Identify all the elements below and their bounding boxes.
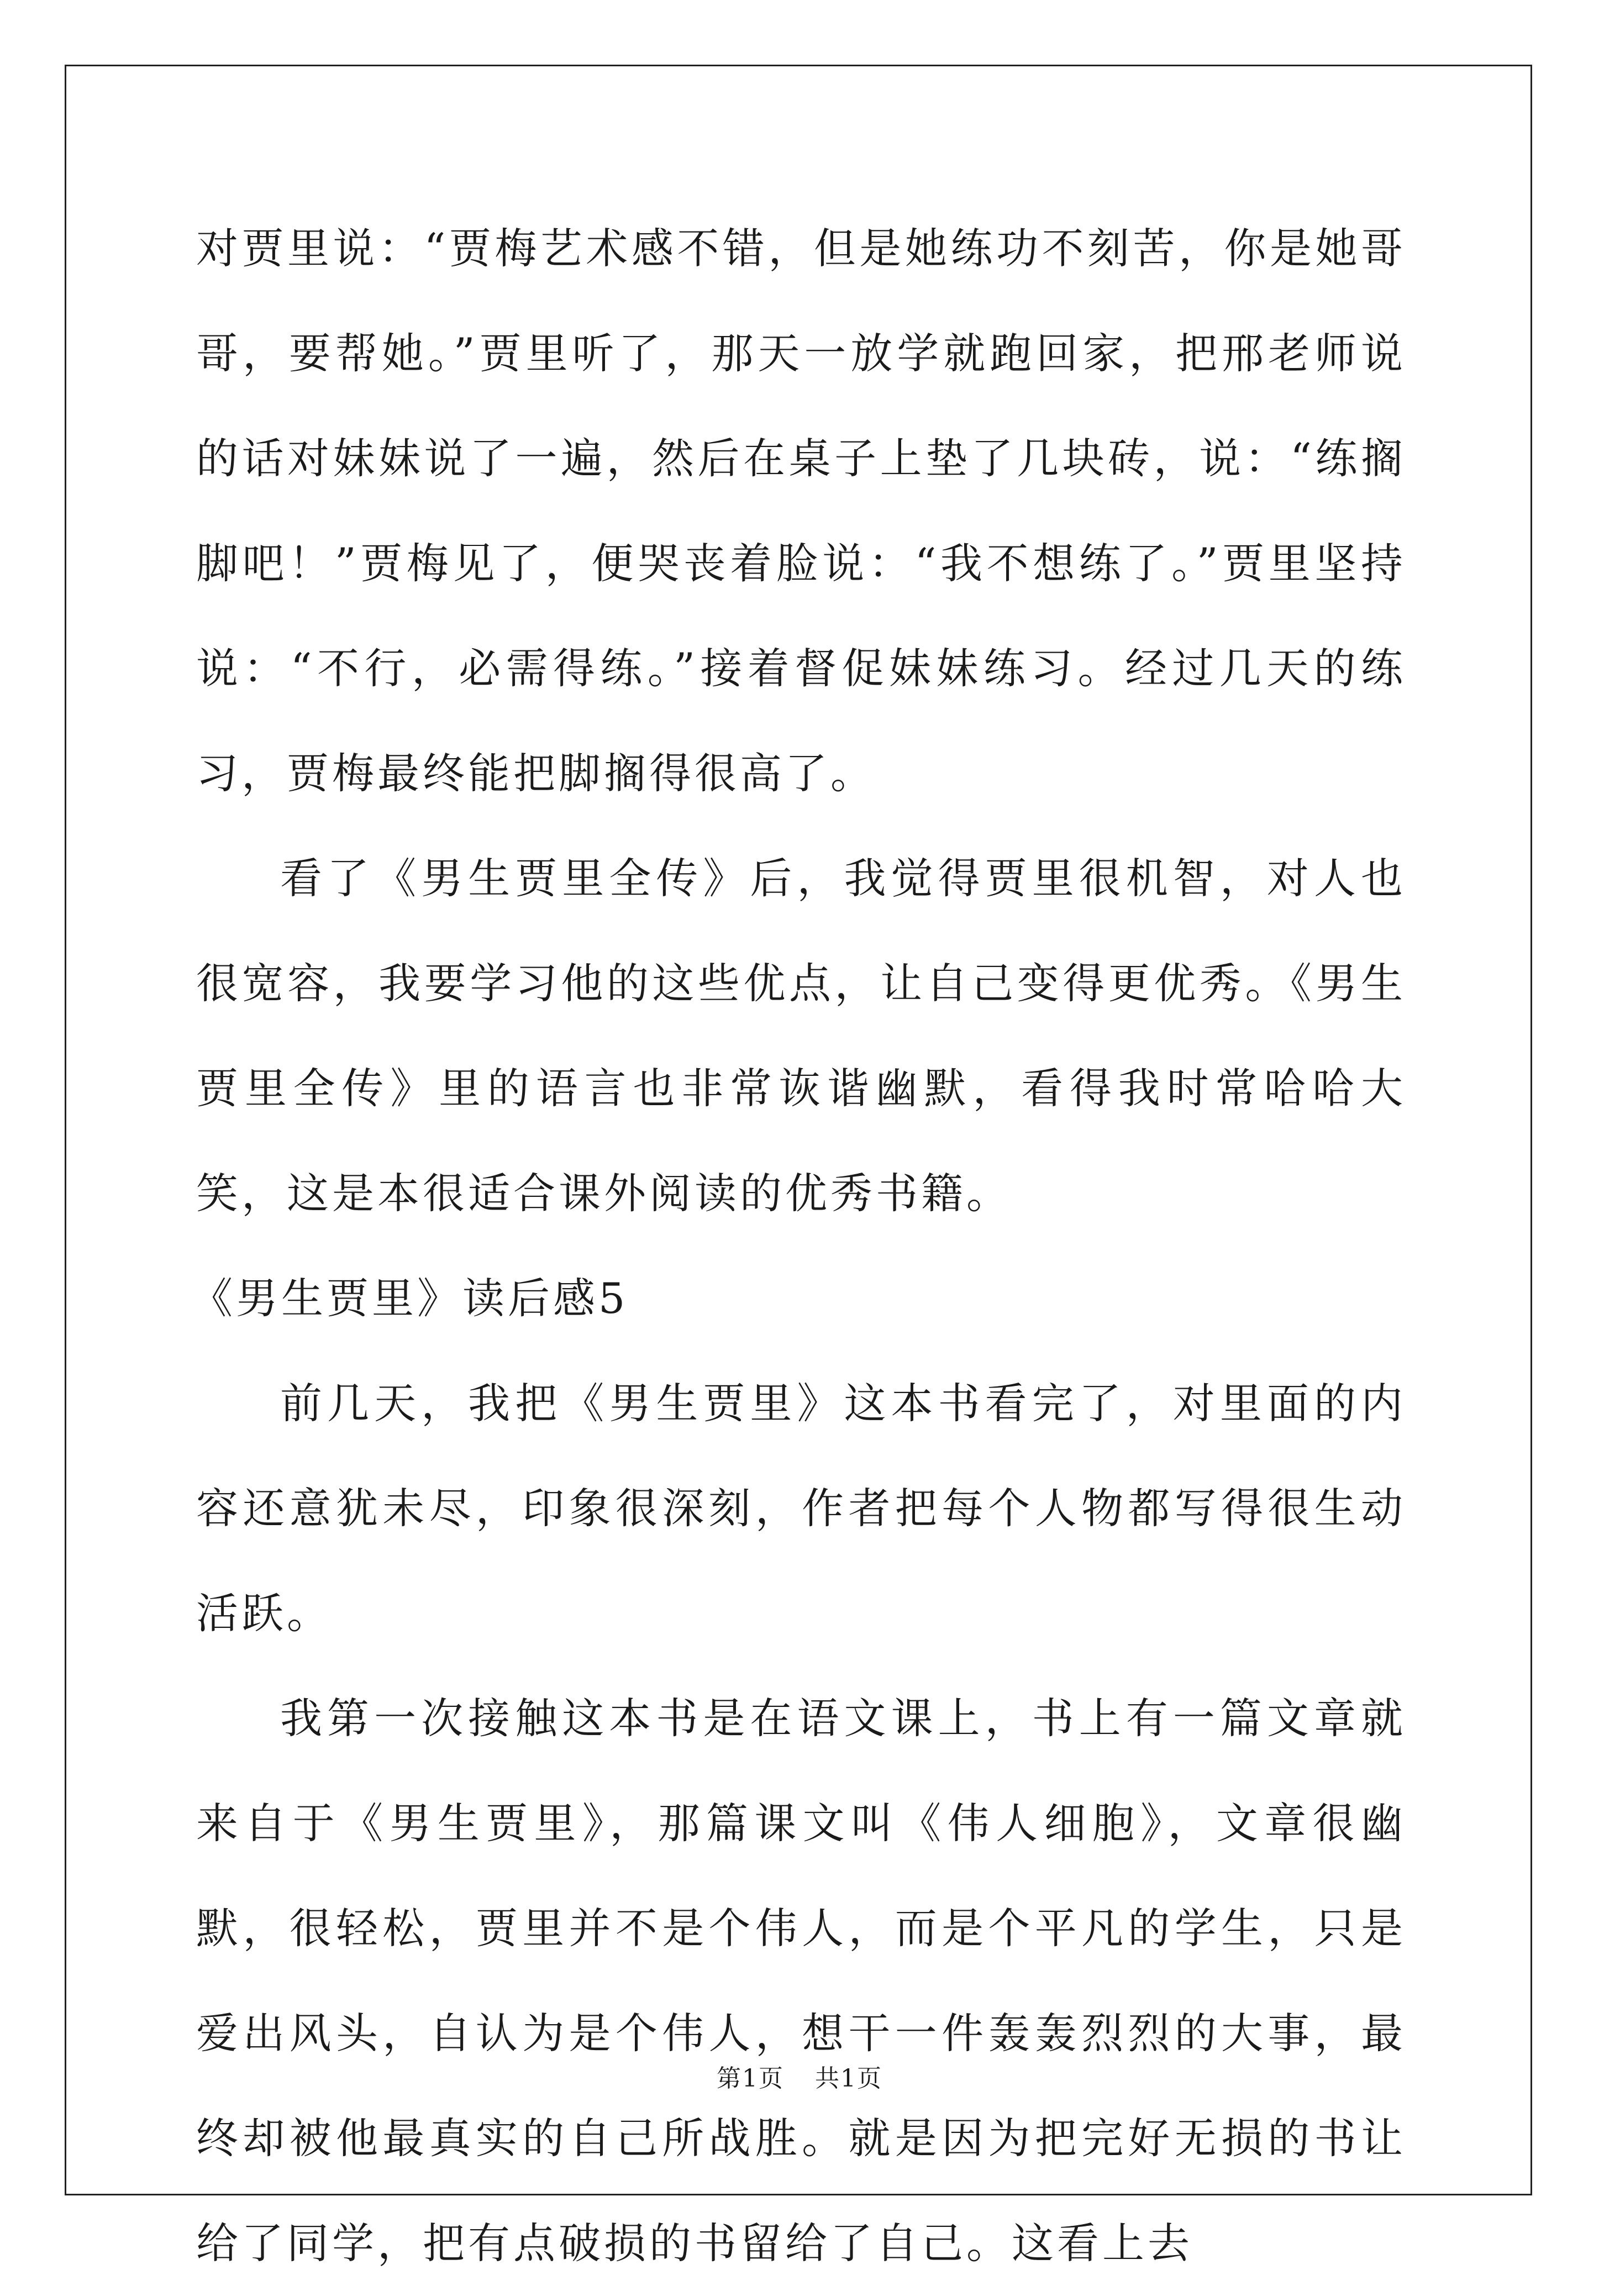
page-footer	[0, 2058, 1599, 2094]
page-total: 共1页	[815, 2064, 882, 2093]
document-body	[191, 196, 1406, 2296]
paragraph-3: 前几天，我把《男生贾里》这本书看完了，对里面的内容还意犹未尽，印象很深刻，作者把每个人物都写得很生动活跃。	[196, 1379, 1406, 1638]
paragraph-1: 对贾里说：“贾梅艺术感不错，但是她练功不刻苦，你是她哥哥，要帮她。”贾里听了，那天一放学就跑回家，把邢老师说的话对妹妹说了一遍，然后在桌子上垫了几块砖，说：“练搁脚吧！”贾梅见了，便哭丧着脸说：“我不想练了。”贾里坚持说：“不行，必需得练。”接着督促妹妹练习。经过几天的练习，贾梅最终能把脚搁得很高了。	[196, 224, 1406, 798]
section-heading: 《男生贾里》读后感5	[191, 1274, 629, 1323]
paragraph-4: 我第一次接触这本书是在语文课上，书上有一篇文章就来自于《男生贾里》，那篇课文叫《伟人细胞》，文章很幽默，很轻松，贾里并不是个伟人，而是个平凡的学生，只是爱出风头，自认为是个伟人，想干一件轰轰烈烈的大事，最终却被他最真实的自己所战胜。就是因为把完好无损的书让给了同学，把有点破损的书留给了自己。这看上去	[196, 1694, 1406, 2268]
paragraph-2: 看了《男生贾里全传》后，我觉得贾里很机智，对人也很宽容，我要学习他的这些优点，让自己变得更优秀。《男生贾里全传》里的语言也非常诙谐幽默，看得我时常哈哈大笑，这是本很适合课外阅读的优秀书籍。	[196, 854, 1406, 1218]
page-number: 第1页	[717, 2064, 784, 2093]
